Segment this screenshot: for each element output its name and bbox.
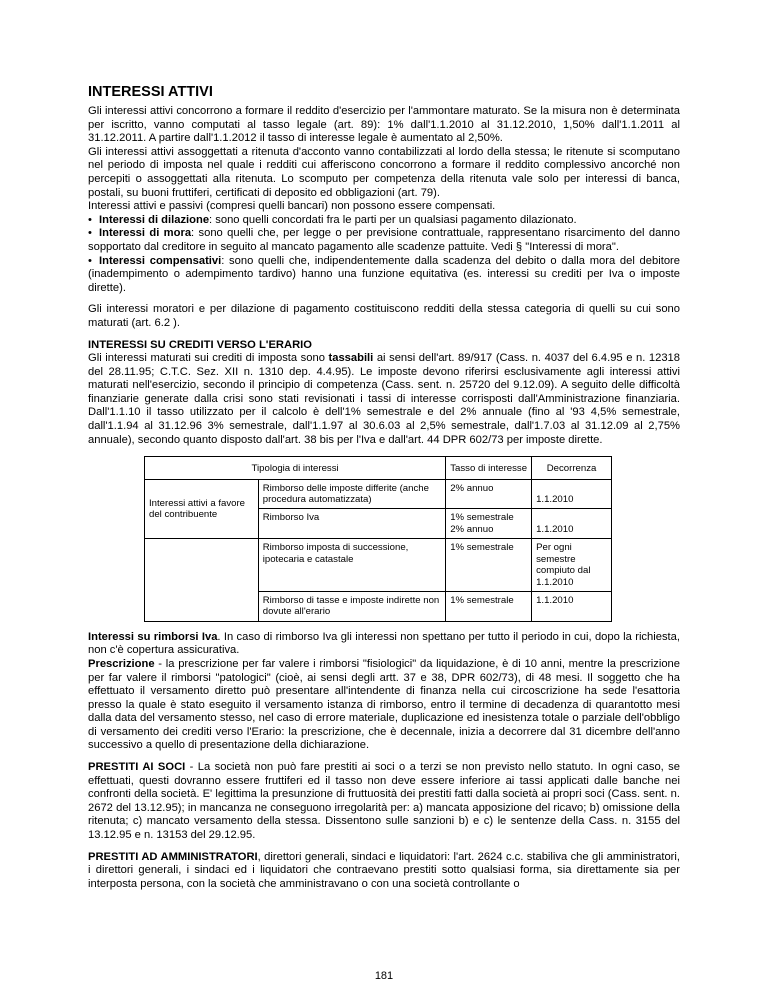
page-number: 181 (374, 970, 394, 982)
bold-text: Prescrizione (88, 657, 155, 670)
cell-tipo: Rimborso imposta di successione, ipotecaria e catastale (258, 539, 445, 592)
cell-tasso: 2% annuo (446, 479, 532, 509)
interest-rates-table (144, 456, 612, 621)
bold-text: tassabili (328, 352, 374, 365)
bold-text: PRESTITI AI SOCI (88, 761, 186, 774)
bullet-term: Interessi di mora (99, 227, 192, 240)
header-tipologia: Tipologia di interessi (145, 457, 446, 479)
table-header-row (145, 457, 612, 479)
cell-decorrenza (532, 509, 612, 539)
table-row (145, 539, 612, 592)
paragraph (88, 761, 680, 843)
paragraph (88, 658, 680, 753)
paragraph (88, 352, 680, 447)
bullet-text: : sono quelli che, per legge o per previsione contrattuale, rappresentano risarcimento del danno sopportato dal creditore in seguito al mancato pagamento alle scadenze pattuite. Vedi § "Interessi di mora". (88, 227, 680, 253)
paragraph: Gli interessi attivi concorrono a formare il reddito d'esercizio per l'ammontare maturato. Se la misura non è determinata per iscritto, vanno computati al tasso legale (art. 89): 1% dall'1.1.2010 al 31.12.2010, 1,50% dall'1.1.2011 al 31.12.2011. A partire dall'1.1.2012 il tasso di interesse legale è aumentato al 2,50%. (88, 105, 680, 145)
bullet-icon: • (88, 254, 92, 267)
cell-tasso: 1% semestrale (446, 591, 532, 621)
paragraph: Gli interessi moratori e per dilazione di pagamento costituiscono redditi della stessa categoria di quelli su cui sono maturati (art. 6.2 ). (88, 303, 680, 329)
paragraph: Gli interessi attivi assoggettati a ritenuta d'acconto vanno contabilizzati al lordo della stessa; le ritenute si scomputano nel periodo di imposta nel quale i redditi cui afferiscono concorrono a formare il reddito complessivo ancorché non percepiti o assoggettati alla ritenuta. Lo scomputo per competenza della ritenuta vale solo per interessi di banca, postali, su buoni fruttiferi, certificati di deposito ed obbligazioni (art. 79). (88, 145, 680, 199)
text-run: . In caso di rimborso Iva gli interessi non spettano per tutto il periodo in cui, dopo la richiesta, non c'è copertura assicurativa. (88, 630, 680, 657)
table-row (145, 591, 612, 621)
cell-tipo: Rimborso Iva (258, 509, 445, 539)
text-run: - la prescrizione per far valere i rimborsi "fisiologici" da liquidazione, è di 10 anni, mentre la prescrizione per far valere il rimborsi "patologici" (cioè, ai sensi degli artt. 37 e 38, DPR 602/73), di 48 mesi. Il soggetto che ha effettuato il versamento diretto può presentare all'intendente di finanza nella cui circoscrizione ha sede l'esattoria presso la quale è stato eseguito il versamento istanza di rimborso, entro il termine di decadenza di quarantotto mesi dalla data del versamento stesso, nel caso di errore materiale, duplicazione ed inesistenza totale o parziale dell'obbligo di versamento dei crediti verso l'Erario: la prescrizione, che è decennale, inizia a decorrere dal 31 dicembre dell'anno successivo a quello di presentazione della dichiarazione. (88, 657, 680, 752)
bullet-term: Interessi di dilazione (99, 213, 210, 226)
paragraph (88, 631, 680, 658)
bullet-icon: • (88, 227, 92, 240)
document-page (88, 84, 680, 891)
bullet-text: : sono quelli che, indipendentemente dalla scadenza del debito o dalla mora del debitore (inadempimento o adempimento tardivo) hanno una funzione equitativa (es. interessi su crediti per Iva o imposte dirette). (88, 254, 680, 294)
text-run: , direttori generali, sindaci e liquidatori: l'art. 2624 c.c. stabiliva che gli amministratori, i direttori generali, i sindaci ed i liquidatori che contraevano prestiti sotto qualsiasi forma, sia direttamente sia per interposta persona, con la società che amministravano o con una società controllante o (88, 850, 680, 890)
bullet-item (88, 214, 680, 228)
cell-tipo: Rimborso delle imposte differite (anche procedura automatizzata) (258, 479, 445, 509)
subsection-heading: INTERESSI SU CREDITI VERSO L'ERARIO (88, 338, 312, 351)
cell-tasso (446, 509, 532, 539)
bullet-item (88, 255, 680, 296)
text-run: Gli interessi maturati sui crediti di imposta sono (88, 352, 329, 365)
bullet-icon: • (88, 213, 92, 226)
group-label: Interessi attivi a favore del contribuente (145, 479, 259, 539)
bullet-text: : sono quelli concordati fra le parti per un qualsiasi pagamento dilazionato. (209, 213, 577, 226)
cell-tipo: Rimborso di tasse e imposte indirette non dovute all'erario (258, 591, 445, 621)
section-title: INTERESSI ATTIVI (88, 84, 213, 100)
bullet-term: Interessi compensativi (99, 254, 222, 267)
cell-tasso-line: 2% annuo (450, 523, 494, 535)
cell-decorrenza-line: 1.1.2010 (536, 523, 574, 535)
table-row (145, 479, 612, 509)
text-run: ai sensi dell'art. 89/917 (Cass. n. 4037 del 6.4.95 e n. 12318 del 28.11.95; C.T.C. Sez. XII n. 1310 dep. 4.4.95). Le imposte devono riferirsi esclusivamente agli interessi attivi maturati nell'esercizio, secondo il principio di competenza (Cass. sent. n. 25720 del 9.12.09). A seguito delle difficoltà finanziarie generate dalla crisi sono stati revisionati i tassi di interesse corrisposti dall'Amministrazione finanziaria. Dall'1.1.10 il tasso utilizzato per il calcolo è dell'1% semestrale e del 2% annuale (fino al '93 4,5% semestrale, dall'1.1.94 al 31.12.96 3% semestrale, dall'1.1.97 al 30.6.03 al 2,5% semestrale, dall'1.7.03 al 31.12.09 al 2,75% annuale), secondo quanto disposto dall'art. 38 bis per l'Iva e dall'art. 44 DPR 602/73 per imposte dirette. (88, 352, 680, 446)
bullet-item (88, 227, 680, 254)
header-tasso: Tasso di interesse (446, 457, 532, 479)
cell-decorrenza: Per ogni semestre compiuto dal 1.1.2010 (532, 539, 612, 592)
header-decorrenza: Decorrenza (532, 457, 612, 479)
cell-tasso: 1% semestrale (446, 539, 532, 592)
cell-decorrenza: 1.1.2010 (532, 591, 612, 621)
bold-text: PRESTITI AD AMMINISTRATORI (88, 850, 258, 863)
text-run: - La società non può fare prestiti ai soci o a terzi se non previsto nello statuto. In ogni caso, se effettuati, questi dovranno essere fruttiferi ed il tasso non deve essere inferiore ai tassi applicati dalle banche nei confronti della società. E' legittima la presunzione di fruttuosità dei prestiti fatti dalla società ai propri soci (Cass. sent. n. 2672 del 13.12.95); in mancanza ne conseguono irregolarità per: a) mancata apposizione del ricavo; b) omissione della ritenuta; c) mancato versamento della stessa. Dissentono sulle sanzioni b) e c) le sentenze della Cass. n. 3155 del 13.12.95 e n. 13153 del 29.12.95. (88, 761, 680, 842)
paragraph: Interessi attivi e passivi (compresi quelli bancari) non possono essere compensati. (88, 200, 496, 213)
paragraph (88, 851, 680, 892)
cell-decorrenza: 1.1.2010 (532, 479, 612, 509)
cell-tasso-line: 1% semestrale (450, 512, 514, 524)
bold-text: Interessi su rimborsi Iva (88, 630, 218, 643)
